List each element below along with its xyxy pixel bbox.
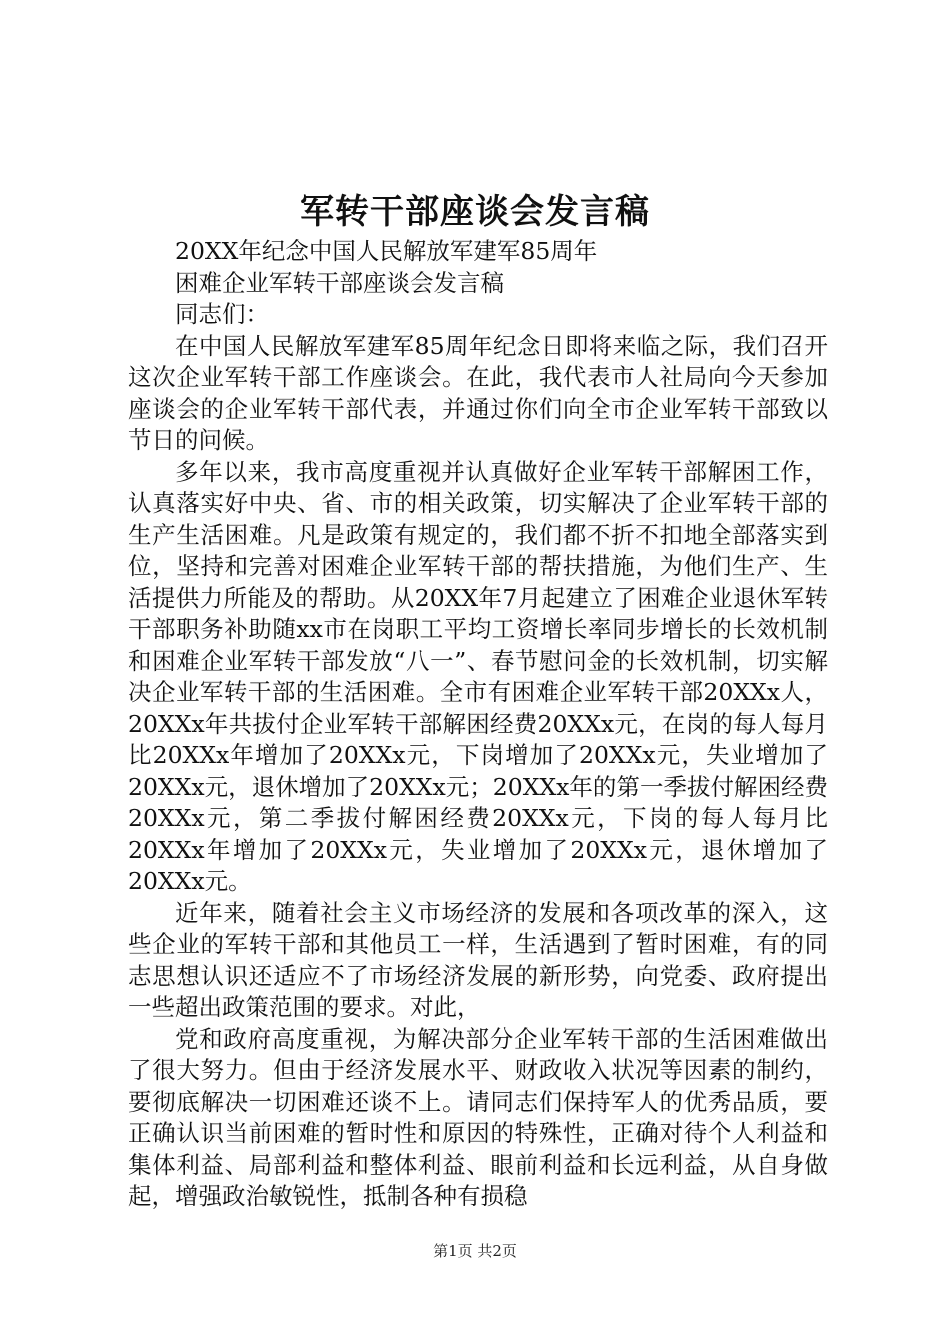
page-footer bbox=[0, 1240, 950, 1261]
paragraph: 多年以来，我市高度重视并认真做好企业军转干部解困工作，认真落实好中央、省、市的相关政策，切实解决了企业军转干部的生产生活困难。凡是政策有规定的，我们都不折不扣地全部落实到位，坚持和完善对困难企业军转干部的帮扶措施，为他们生产、生活提供力所能及的帮助。从20XX年7月起建立了困难企业退休军转干部职务补助随xx市在岗职工平均工资增长率同步增长的长效机制和困难企业军转干部发放“八一”、春节慰问金的长效机制，切实解决企业军转干部的生活困难。全市有困难企业军转干部20XXx人，20XXx年共拔付企业军转干部解困经费20XXx元，在岗的每人每月比20XXx年增加了20XXx元，下岗增加了20XXx元，失业增加了20XXx元，退休增加了20XXx元；20XXx年的第一季拔付解困经费20XXx元，第二季拔付解困经费20XXx元，下岗的每人每月比20XXx年增加了20XXx元，失业增加了20XXx元，退休增加了20XXx元。 bbox=[128, 457, 828, 895]
paragraph-subtitle-line-1: 20XX年纪念中国人民解放军建军85周年 bbox=[175, 237, 598, 265]
paragraph: 在中国人民解放军建军85周年纪念日即将来临之际，我们召开这次企业军转干部工作座谈会。在此，我代表市人社局向今天参加座谈会的企业军转干部代表，并通过你们向全市企业军转干部致以节日的问候。 bbox=[128, 331, 828, 454]
page-number-indicator: 第1页 共2页 bbox=[433, 1242, 517, 1260]
document-body bbox=[128, 236, 828, 1213]
paragraph-salutation: 同志们： bbox=[175, 300, 269, 328]
paragraph-subtitle-line-2: 困难企业军转干部座谈会发言稿 bbox=[175, 268, 504, 297]
paragraph: 党和政府高度重视，为解决部分企业军转干部的生活困难做出了很大努力。但由于经济发展水平、财政收入状况等因素的制约，要彻底解决一切困难还谈不上。请同志们保持军人的优秀品质，要正确认识当前困难的暂时性和原因的特殊性，正确对待个人利益和集体利益、局部利益和整体利益、眼前利益和长远利益，从自身做起，增强政治敏锐性，抵制各种有损稳 bbox=[128, 1024, 828, 1210]
paragraph: 近年来，随着社会主义市场经济的发展和各项改革的深入，这些企业的军转干部和其他员工一样，生活遇到了暂时困难，有的同志思想认识还适应不了市场经济发展的新形势，向党委、政府提出一些超出政策范围的要求。对此， bbox=[128, 898, 828, 1021]
document-title: 军转干部座谈会发言稿 bbox=[300, 192, 650, 232]
